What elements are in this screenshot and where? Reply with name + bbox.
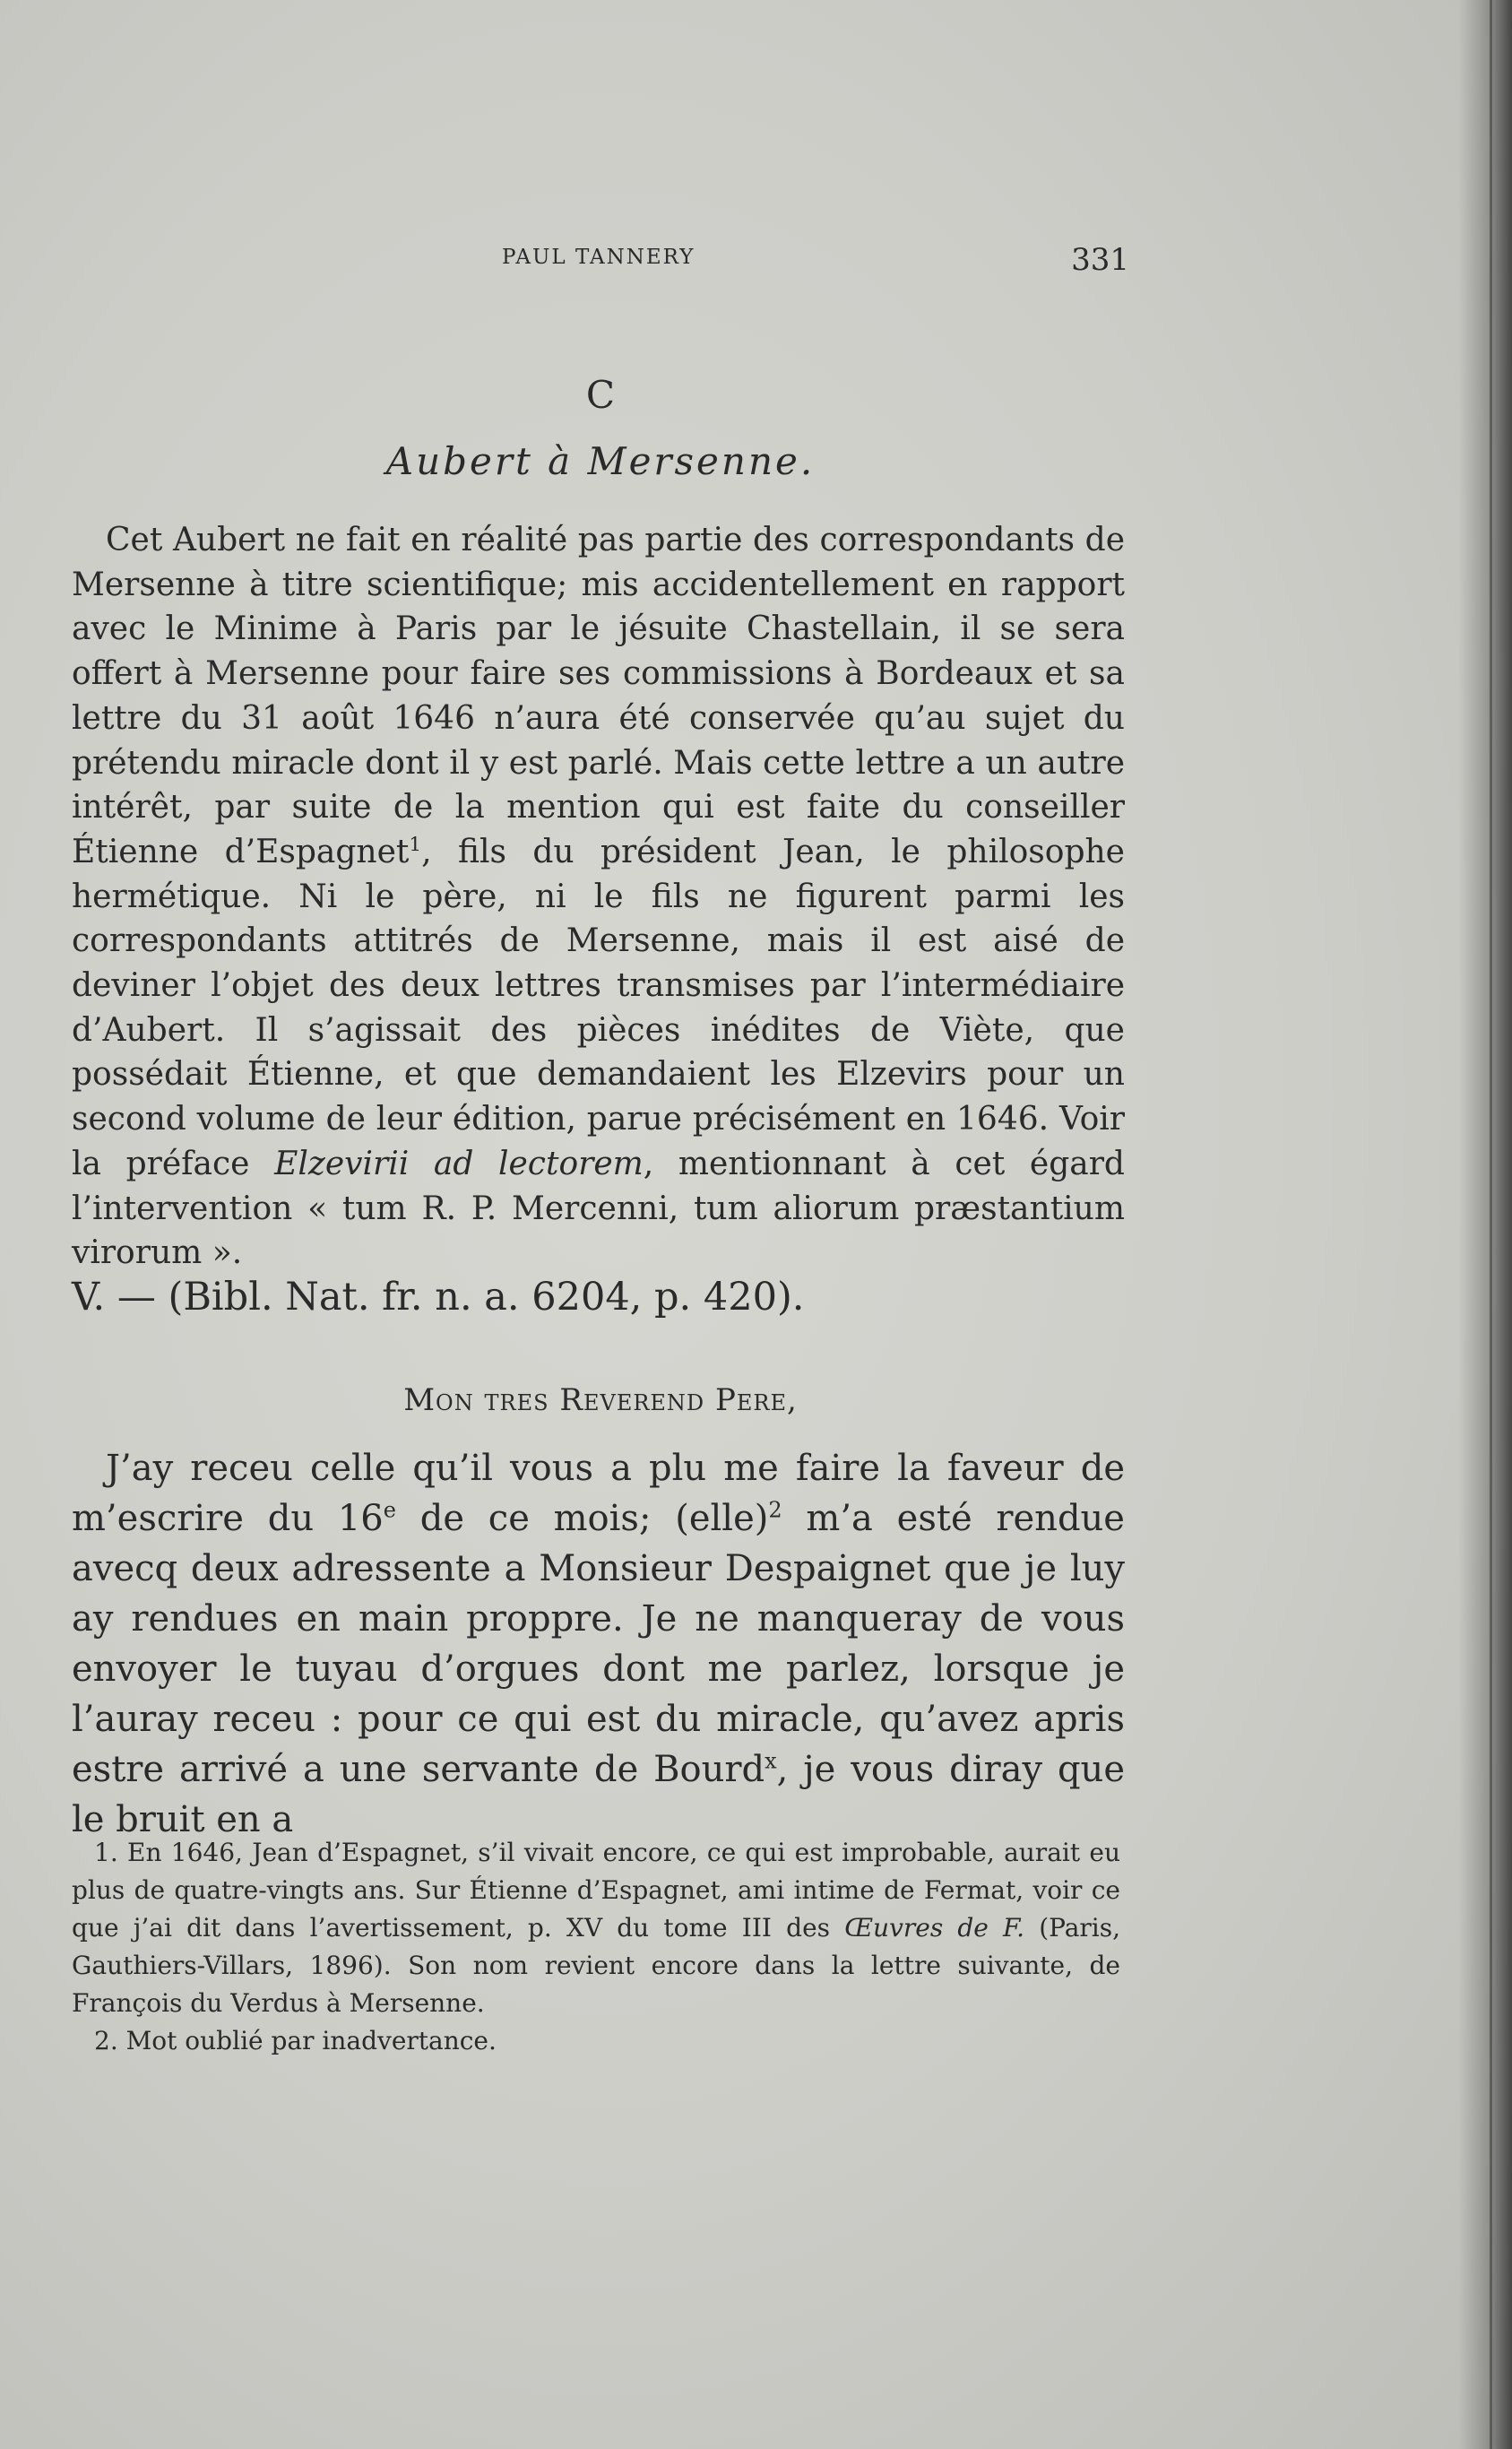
superscript-x: x bbox=[765, 1748, 777, 1774]
letter-text-3: m’a esté rendue avecq deux adressente a Monsieur Despaignet que je luy ay rendues en main proppre. Je ne manqueray de vous envoyer le tuyau d’orgues dont me parlez, lorsque je l’auray receu : pour ce qui est du miracle, qu’avez apris estre arrivé a une servante de Bourd bbox=[72, 1498, 1125, 1790]
letter-salutation: Mon tres Reverend Pere, bbox=[403, 1382, 798, 1418]
footnote-2: 2. Mot oublié par inadvertance. bbox=[94, 2026, 497, 2055]
footnote-ref-1: 1 bbox=[409, 833, 422, 856]
manuscript-reference: V. — (Bibl. Nat. fr. n. a. 6204, p. 420). bbox=[72, 1275, 805, 1320]
intro-italic-title: Elzevirii ad lectorem bbox=[274, 1145, 644, 1182]
superscript-e: e bbox=[383, 1497, 396, 1523]
intro-text-3: , mentionnant à cet égard l’intervention « tum R. P. Mercenni, tum aliorum præstantium virorum ». bbox=[72, 1145, 1125, 1272]
page-edge-line bbox=[1490, 0, 1492, 2449]
section-letter: C bbox=[585, 373, 616, 417]
page-header bbox=[72, 242, 1129, 278]
intro-text-2: , fils du président Jean, le philosophe hermétique. Ni le père, ni le fils ne figurent parmi les correspondants attitrés de Mersenne, mais il est aisé de deviner l’objet des deux lettres transmises par l’intermédiaire d’Aubert. Il s’agissait des pièces inédites de Viète, que possédait Étienne, et que demandaient les Elzevirs pour un second volume de leur édition, parue précisément en 1646. Voir la préface bbox=[72, 833, 1125, 1182]
letter-text-1: J’ay receu celle qu’il vous a plu me faire la faveur de m’escrire du 16 bbox=[72, 1448, 1125, 1539]
letter-body bbox=[72, 1443, 1125, 1845]
footnote-1-text-b: (Paris, Gauthiers-Villars, 1896). Son nom revient encore dans la lettre suivante, de François du Verdus à Mersenne. bbox=[72, 1913, 1120, 2018]
intro-paragraph bbox=[72, 518, 1125, 1276]
letter-text-4: , je vous diray que le bruit en a bbox=[72, 1749, 1125, 1840]
footnotes bbox=[72, 1834, 1120, 2060]
binding-edge-shadow bbox=[1458, 0, 1512, 2449]
page-number: 331 bbox=[1071, 242, 1129, 278]
intro-text-1: Cet Aubert ne fait en réalité pas partie des correspondants de Mersenne à titre scientifique; mis accidentellement en rapport avec le Minime à Paris par le jésuite Chastellain, il se sera offert à Mersenne pour faire ses commissions à Bordeaux et sa lettre du 31 août 1646 n’aura été conservée qu’au sujet du prétendu miracle dont il y est parlé. Mais cette lettre a un autre intérêt, par suite de la mention qui est faite du conseiller Étienne d’Espagnet bbox=[72, 522, 1125, 870]
running-head: PAUL TANNERY bbox=[502, 246, 696, 269]
letter-text-2: de ce mois; (elle) bbox=[395, 1498, 769, 1539]
footnote-1-text-a: 1. En 1646, Jean d’Espagnet, s’il vivait encore, ce qui est improbable, aurait eu plus de quatre-vingts ans. Sur Étienne d’Espagnet, ami intime de Fermat, voir ce que j’ai dit dans l’avertissement, p. XV du tome III des bbox=[72, 1838, 1120, 1943]
section-title: Aubert à Mersenne. bbox=[385, 439, 816, 483]
footnote-ref-2: 2 bbox=[768, 1497, 782, 1523]
footnote-1 bbox=[72, 1834, 1120, 2022]
footnote-1-italic: Œuvres de F. bbox=[844, 1913, 1025, 1943]
